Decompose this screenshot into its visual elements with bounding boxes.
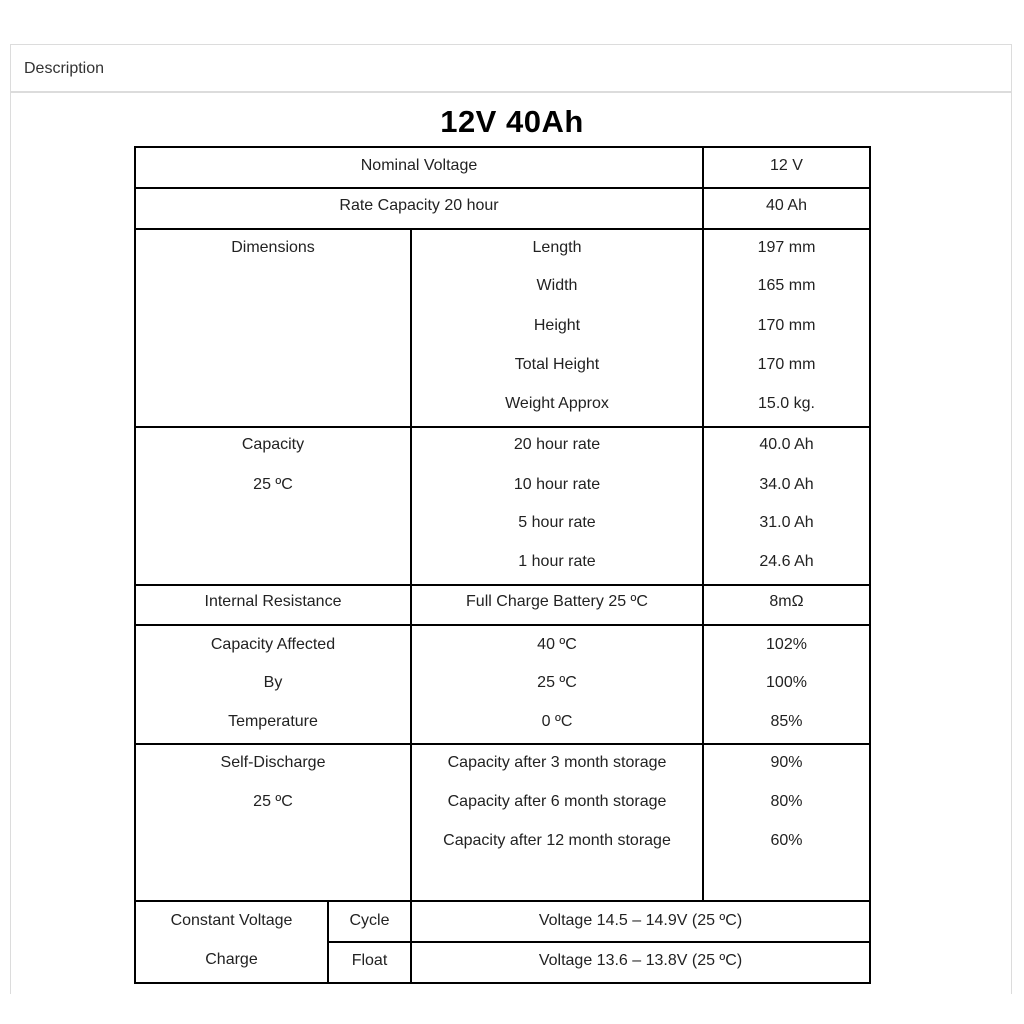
charge-voltage-cycle: Voltage 14.5 – 14.9V (25 ºC) <box>538 912 743 929</box>
grid-line <box>136 584 869 586</box>
temperature-value: 102% <box>766 636 807 653</box>
dimension-value: 15.0 kg. <box>758 395 815 412</box>
grid-line <box>136 624 869 626</box>
temperature-label: By <box>263 674 283 691</box>
capacity-param: 10 hour rate <box>513 476 601 493</box>
dimensions-label: Dimensions <box>231 239 315 256</box>
temperature-value: 85% <box>770 713 803 730</box>
temperature-param: 25 ºC <box>537 674 577 691</box>
grid-line <box>136 743 869 745</box>
capacity-value: 40.0 Ah <box>759 436 814 453</box>
rate-capacity-value: 40 Ah <box>766 197 807 214</box>
self-discharge-value: 60% <box>770 832 803 849</box>
dimension-value: 197 mm <box>757 239 816 256</box>
grid-line <box>136 900 869 902</box>
capacity-value: 31.0 Ah <box>759 514 814 531</box>
dimension-value: 170 mm <box>757 317 816 334</box>
dimension-param: Height <box>533 317 581 334</box>
capacity-param: 1 hour rate <box>518 553 596 570</box>
grid-line <box>136 426 869 428</box>
self-discharge-label-temp: 25 ºC <box>253 793 293 810</box>
self-discharge-value: 80% <box>770 793 803 810</box>
temperature-param: 0 ºC <box>541 713 573 730</box>
self-discharge-param: Capacity after 6 month storage <box>447 793 667 810</box>
dimension-param: Length <box>532 239 582 256</box>
charge-mode-float: Float <box>351 952 388 969</box>
nominal-voltage-label: Nominal Voltage <box>360 157 478 174</box>
self-discharge-param: Capacity after 3 month storage <box>447 754 667 771</box>
temperature-param: 40 ºC <box>537 636 577 653</box>
spec-table <box>134 146 871 984</box>
capacity-value: 24.6 Ah <box>759 553 814 570</box>
charge-label: Charge <box>205 951 258 968</box>
dimension-value: 170 mm <box>757 356 816 373</box>
temperature-value: 100% <box>766 674 807 691</box>
dimension-param: Total Height <box>514 356 600 373</box>
panel-header: Description <box>11 45 1011 93</box>
temperature-label: Capacity Affected <box>210 636 336 653</box>
nominal-voltage-value: 12 V <box>770 157 803 174</box>
capacity-param: 5 hour rate <box>518 514 596 531</box>
dimension-param: Width <box>536 277 578 294</box>
charge-voltage-float: Voltage 13.6 – 13.8V (25 ºC) <box>538 952 743 969</box>
self-discharge-param: Capacity after 12 month storage <box>443 832 671 849</box>
rate-capacity-label: Rate Capacity 20 hour <box>339 197 499 214</box>
self-discharge-value: 90% <box>770 754 803 771</box>
capacity-label-temp: 25 ºC <box>253 476 293 493</box>
product-title: 12V 40Ah <box>440 104 584 139</box>
grid-line <box>327 941 869 943</box>
internal-resistance-value: 8mΩ <box>769 593 804 610</box>
charge-mode-cycle: Cycle <box>349 912 390 929</box>
capacity-value: 34.0 Ah <box>759 476 814 493</box>
self-discharge-label: Self-Discharge <box>220 754 326 771</box>
dimension-param: Weight Approx <box>505 395 609 412</box>
temperature-label: Temperature <box>228 713 318 730</box>
internal-resistance-param: Full Charge Battery 25 ºC <box>466 593 648 610</box>
grid-line <box>136 187 869 189</box>
grid-line <box>136 228 869 230</box>
internal-resistance-label: Internal Resistance <box>204 593 342 610</box>
capacity-param: 20 hour rate <box>513 436 601 453</box>
capacity-label: Capacity <box>241 436 305 453</box>
dimension-value: 165 mm <box>757 277 816 294</box>
charge-label: Constant Voltage <box>170 912 293 929</box>
